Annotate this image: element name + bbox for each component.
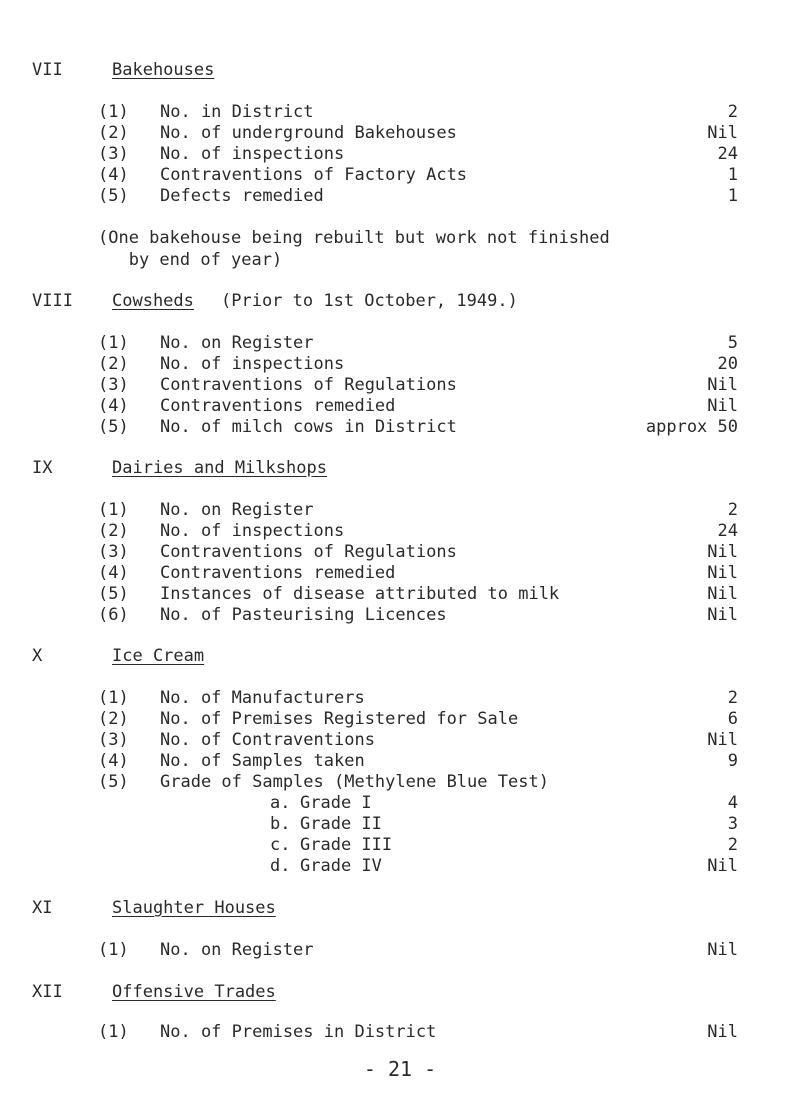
item-number: (5) [98, 186, 129, 206]
item-label: No. of inspections [160, 144, 345, 164]
item-value: 2 [727, 500, 738, 520]
table-row [0, 563, 800, 583]
item-value: 9 [727, 751, 738, 771]
item-value: 1 [727, 165, 738, 185]
item-label: No. of Pasteurising Licences [160, 605, 447, 625]
item-label: No. in District [160, 102, 314, 122]
item-number: (2) [98, 123, 129, 143]
section-title: Bakehouses [112, 60, 215, 80]
section-number: XII [32, 982, 63, 1002]
item-label: No. on Register [160, 500, 314, 520]
sub-item-letter: a. [270, 793, 291, 813]
section-note-line: (One bakehouse being rebuilt but work not finished [98, 228, 610, 248]
sub-item-value: 2 [727, 835, 738, 855]
item-number: (5) [98, 584, 129, 604]
table-row [0, 584, 800, 604]
item-label: No. of Samples taken [160, 751, 365, 771]
sub-row [0, 856, 800, 876]
item-number: (4) [98, 396, 129, 416]
table-row [0, 542, 800, 562]
sub-item-label: Grade I [300, 793, 372, 813]
table-row [0, 144, 800, 164]
item-label: No. of Premises in District [160, 1022, 437, 1042]
table-row [0, 709, 800, 729]
item-value: 2 [727, 688, 738, 708]
item-number: (5) [98, 772, 129, 792]
item-label: Contraventions remedied [160, 396, 396, 416]
item-value: Nil [707, 584, 738, 604]
item-value: Nil [707, 396, 738, 416]
item-value: Nil [707, 1022, 738, 1042]
table-row [0, 165, 800, 185]
page-number: - 21 - [363, 1057, 437, 1081]
item-number: (3) [98, 144, 129, 164]
table-row [0, 751, 800, 771]
table-row [0, 333, 800, 353]
table-row [0, 521, 800, 541]
section-title: Cowsheds [112, 291, 194, 311]
item-value: 6 [727, 709, 738, 729]
section-number: VIII [32, 291, 73, 311]
item-value: 20 [717, 354, 738, 374]
table-row [0, 730, 800, 750]
sub-item-label: Grade II [300, 814, 382, 834]
item-number: (1) [98, 1022, 129, 1042]
sub-row [0, 835, 800, 855]
table-row [0, 354, 800, 374]
item-number: (1) [98, 940, 129, 960]
sub-item-value: 3 [727, 814, 738, 834]
item-label: Contraventions of Factory Acts [160, 165, 468, 185]
item-value: Nil [707, 375, 738, 395]
item-value: 5 [727, 333, 738, 353]
table-row [0, 605, 800, 625]
table-row [0, 940, 800, 960]
section-title: Ice Cream [112, 646, 205, 666]
section-number: VII [32, 60, 63, 80]
item-value: Nil [707, 123, 738, 143]
item-value: 24 [717, 521, 738, 541]
item-number: (2) [98, 709, 129, 729]
item-label: No. of Premises Registered for Sale [160, 709, 519, 729]
item-number: (6) [98, 605, 129, 625]
section-title-suffix: (Prior to 1st October, 1949.) [221, 291, 518, 311]
item-number: (3) [98, 542, 129, 562]
item-label: No. of inspections [160, 354, 345, 374]
item-label: Defects remedied [160, 186, 324, 206]
section-title: Dairies and Milkshops [112, 458, 327, 478]
sub-row [0, 814, 800, 834]
item-number: (4) [98, 563, 129, 583]
sub-item-label: Grade IV [300, 856, 382, 876]
item-label: No. of Manufacturers [160, 688, 365, 708]
item-value: Nil [707, 940, 738, 960]
table-row [0, 417, 800, 437]
table-row [0, 500, 800, 520]
table-row [0, 772, 800, 792]
item-number: (5) [98, 417, 129, 437]
item-value: Nil [707, 563, 738, 583]
item-value: Nil [707, 542, 738, 562]
item-number: (4) [98, 751, 129, 771]
item-label: Instances of disease attributed to milk [160, 584, 560, 604]
item-label: Grade of Samples (Methylene Blue Test) [160, 772, 549, 792]
item-number: (2) [98, 354, 129, 374]
section-title: Slaughter Houses [112, 898, 276, 918]
sub-item-letter: c. [270, 835, 291, 855]
item-value: Nil [707, 605, 738, 625]
item-label: No. on Register [160, 940, 314, 960]
item-number: (1) [98, 333, 129, 353]
item-value: 2 [727, 102, 738, 122]
section-title: Offensive Trades [112, 982, 276, 1002]
sub-item-value: Nil [707, 856, 738, 876]
sub-row [0, 793, 800, 813]
sub-item-letter: b. [270, 814, 291, 834]
table-row [0, 123, 800, 143]
item-number: (3) [98, 375, 129, 395]
item-number: (3) [98, 730, 129, 750]
item-number: (1) [98, 688, 129, 708]
item-label: Contraventions of Regulations [160, 375, 457, 395]
table-row [0, 375, 800, 395]
item-value: approx 50 [645, 417, 738, 437]
sub-item-label: Grade III [300, 835, 393, 855]
table-row [0, 186, 800, 206]
item-label: No. of milch cows in District [160, 417, 457, 437]
item-number: (2) [98, 521, 129, 541]
item-number: (1) [98, 102, 129, 122]
item-label: No. on Register [160, 333, 314, 353]
item-label: No. of Contraventions [160, 730, 375, 750]
section-number: X [32, 646, 43, 666]
item-label: No. of inspections [160, 521, 345, 541]
item-value: 1 [727, 186, 738, 206]
item-number: (1) [98, 500, 129, 520]
section-number: XI [32, 898, 53, 918]
item-label: Contraventions of Regulations [160, 542, 457, 562]
item-number: (4) [98, 165, 129, 185]
item-value: 24 [717, 144, 738, 164]
section-note-line: by end of year) [98, 250, 283, 270]
section-number: IX [32, 458, 53, 478]
item-label: Contraventions remedied [160, 563, 396, 583]
item-value: Nil [707, 730, 738, 750]
table-row [0, 102, 800, 122]
sub-item-letter: d. [270, 856, 291, 876]
table-row [0, 1022, 800, 1042]
table-row [0, 688, 800, 708]
table-row [0, 396, 800, 416]
item-label: No. of underground Bakehouses [160, 123, 457, 143]
sub-item-value: 4 [727, 793, 738, 813]
